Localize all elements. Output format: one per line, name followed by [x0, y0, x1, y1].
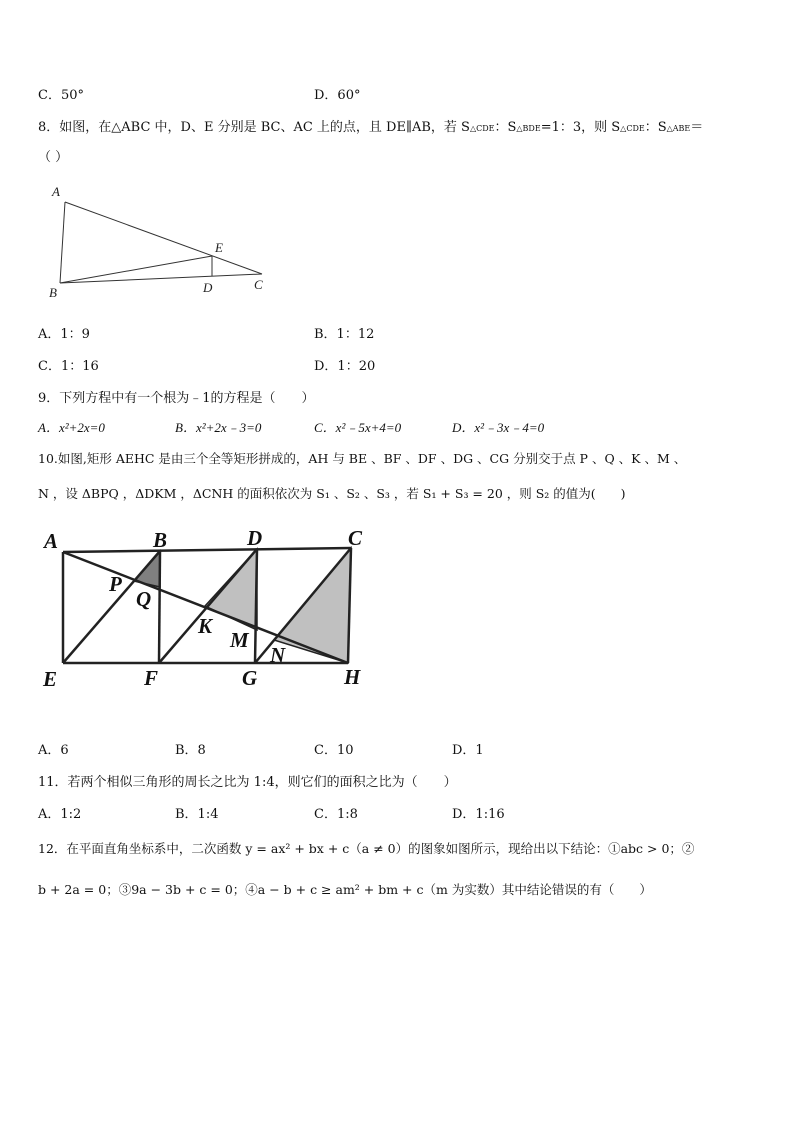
q8-sub-cde: △CDE: [469, 124, 495, 133]
q11-stem: 11．若两个相似三角形的周长之比为 1:4，则它们的面积之比为（ ）: [38, 775, 457, 790]
q10-stem-line2: N ，设 ΔBPQ ，ΔDKM ，ΔCNH 的面积依次为 S₁ 、S₂ 、S₃ ，若 S₁ + S₃ = 20 ，则 S₂ 的值为( ): [38, 486, 626, 501]
q11-option-a: A．1:2: [38, 807, 82, 822]
q10-option-c: C．10: [314, 743, 354, 758]
q10-segment-bf: [159, 551, 160, 663]
q8-stem-text-b: ：S: [494, 120, 517, 135]
q10-label-f: F: [144, 666, 159, 690]
q8-stem-text-a: 8．如图，在△ABC 中，D、E 分别是 BC、AC 上的点，且 DE∥AB，若 S: [38, 120, 470, 135]
q7-option-c: C．50°: [38, 88, 84, 103]
q10-label-e: E: [43, 667, 58, 691]
q10-label-m: M: [230, 628, 249, 652]
q12-stem-line2: b + 2a = 0；③9a − 3b + c = 0；④a − b + c ≥ am² + bm + c（m 为实数）其中结论错误的有（ ）: [38, 882, 652, 897]
q8-option-c: C．1：16: [38, 359, 99, 374]
q10-label-g: G: [242, 666, 258, 690]
q10-label-h: H: [344, 665, 361, 689]
q10-label-k: K: [198, 614, 213, 638]
q10-stem-line1: 10.如图,矩形 AEHC 是由三个全等矩形拼成的，AH 与 BE 、BF 、DF 、DG 、CG 分别交于点 P 、Q 、K 、M 、: [38, 451, 687, 466]
q8-option-b: B．1：12: [314, 327, 375, 342]
q8-label-d: D: [203, 280, 213, 295]
q10-option-a: A．6: [38, 743, 69, 758]
q8-sub-abe: △ABE: [666, 124, 691, 133]
q11-option-d: D．1:16: [452, 807, 505, 822]
q10-segment-ac: [63, 548, 351, 552]
q12-stem-line1: 12．在平面直角坐标系中，二次函数 y = ax² + bx + c（a ≠ 0）的图象如图所示，现给出以下结论：①abc > 0；②: [38, 841, 695, 856]
q10-label-c: C: [348, 526, 363, 550]
q11-option-c: C．1:8: [314, 807, 358, 822]
q9-option-a: A．x²+2x=0: [38, 420, 105, 435]
q8-label-b: B: [49, 285, 57, 300]
q10-label-q: Q: [136, 587, 152, 611]
q9-stem: 9．下列方程中有一个根为﹣1的方程是（ ）: [38, 391, 315, 406]
q11-option-b: B．1:4: [175, 807, 219, 822]
q9-option-c: C．x²﹣5x+4=0: [314, 420, 402, 435]
q8-label-a: A: [52, 184, 60, 199]
q8-label-c: C: [254, 277, 263, 292]
q8-sub-bde: △BDE: [516, 124, 541, 133]
q8-option-d: D．1：20: [314, 359, 376, 374]
q10-label-a: A: [44, 529, 59, 553]
q7-option-d: D．60°: [314, 88, 361, 103]
q10-option-d: D．1: [452, 743, 484, 758]
q8-option-a: A．1：9: [38, 327, 90, 342]
q9-option-b: B．x²+2x﹣3=0: [175, 420, 262, 435]
q8-label-e: E: [215, 240, 223, 255]
q10-option-b: B．8: [175, 743, 206, 758]
q8-stem-text-d: ：S: [644, 120, 667, 135]
q8-stem-text-e: ＝: [690, 120, 704, 135]
q10-label-p: P: [109, 572, 122, 596]
q8-sub-cde-2: △CDE: [620, 124, 645, 133]
q10-label-n: N: [270, 643, 286, 667]
q9-option-d: D．x²﹣3x﹣4=0: [452, 420, 545, 435]
q8-stem-text-c: =1：3，则 S: [540, 120, 621, 135]
q10-label-b: B: [153, 528, 168, 552]
q10-label-d: D: [247, 526, 263, 550]
q8-answer-paren: （ ）: [38, 150, 69, 165]
q10-shaded-cnh: [274, 548, 351, 663]
